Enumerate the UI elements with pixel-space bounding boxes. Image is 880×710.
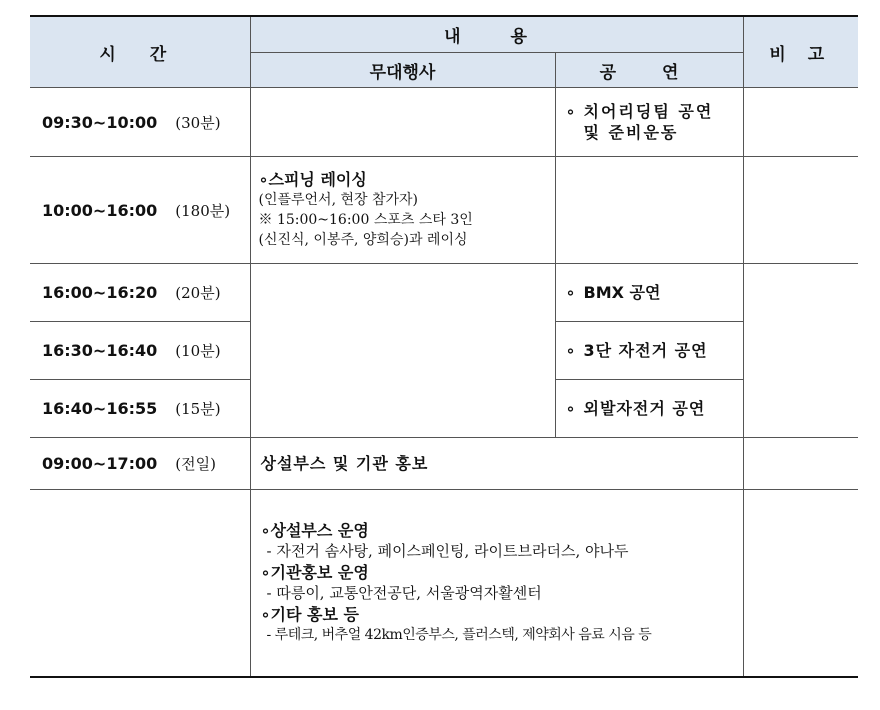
stage-line: (인플루언서, 현장 참가자): [258, 192, 419, 208]
bullet-icon: ∘: [565, 283, 576, 302]
performance-text: 치어리딩팀 공연 및 준비운동: [583, 102, 714, 142]
duration: (10분): [175, 342, 221, 360]
duration: (15분): [175, 400, 221, 418]
stage-line: ※ 15:00~16:00 스포츠 스타 3인: [258, 212, 473, 228]
table-row: [30, 157, 858, 264]
table-row: [30, 438, 858, 490]
note-cell: [743, 157, 858, 264]
header-time: 시 간: [30, 16, 250, 88]
stage-title: ∘스피닝 레이싱: [258, 170, 367, 189]
duration: (180분): [175, 201, 231, 220]
performance-cell: [555, 157, 743, 264]
booth-title: ∘기관홍보 운영: [260, 562, 369, 582]
header-stage: 무대행사: [250, 53, 555, 88]
time-range: 10:00~16:00: [42, 200, 158, 220]
table-row: [30, 264, 858, 322]
table-row: [30, 490, 858, 677]
duration: (전일): [175, 455, 216, 473]
time-cell: [30, 490, 250, 677]
duration: (30분): [175, 113, 221, 132]
time-range: 09:00~17:00: [42, 454, 158, 473]
content-text: 상설부스 및 기관 홍보: [260, 453, 429, 473]
header-performance: 공 연: [555, 53, 743, 88]
note-cell: [743, 264, 858, 438]
stage-cell: [250, 88, 555, 157]
bullet-icon: ∘: [565, 399, 576, 418]
time-cell: [30, 88, 250, 157]
stage-cell: [250, 157, 555, 264]
schedule-table: [30, 15, 858, 678]
performance-text: 3단 자전거 공연: [583, 341, 708, 360]
booth-title: ∘기타 홍보 등: [260, 604, 359, 624]
performance-text: 외발자전거 공연: [583, 399, 706, 418]
time-range: 16:40~16:55: [42, 399, 158, 418]
time-cell: [30, 438, 250, 490]
content-cell: [250, 438, 743, 490]
note-cell: [743, 490, 858, 677]
performance-text: BMX 공연: [583, 283, 661, 302]
booth-detail: - 자전거 솜사탕, 페이스페인팅, 라이트브라더스, 야나두: [266, 541, 629, 560]
header-note: 비 고: [743, 16, 858, 88]
time-range: 16:30~16:40: [42, 341, 158, 360]
time-cell: [30, 380, 250, 438]
header-content: 내 용: [250, 16, 743, 53]
performance-cell: [555, 322, 743, 380]
duration: (20분): [175, 284, 221, 302]
stage-line: (신진식, 이봉주, 양희승)과 레이싱: [258, 232, 468, 248]
bullet-icon: ∘: [565, 102, 576, 121]
performance-cell: [555, 380, 743, 438]
time-range: 09:30~10:00: [42, 112, 158, 132]
note-cell: [743, 438, 858, 490]
performance-cell: [555, 88, 743, 157]
booth-detail: - 따릉이, 교통안전공단, 서울광역자활센터: [266, 583, 542, 602]
stage-cell: [250, 264, 555, 438]
time-cell: [30, 322, 250, 380]
booth-title: ∘상설부스 운영: [260, 520, 369, 540]
table-row: [30, 88, 858, 157]
note-cell: [743, 88, 858, 157]
time-range: 16:00~16:20: [42, 283, 158, 302]
performance-cell: [555, 264, 743, 322]
time-cell: [30, 157, 250, 264]
booth-cell: [250, 490, 743, 677]
booth-detail: - 루테크, 버추얼 42km인증부스, 플러스텍, 제약회사 음료 시음 등: [266, 626, 652, 643]
bullet-icon: ∘: [565, 341, 576, 360]
time-cell: [30, 264, 250, 322]
